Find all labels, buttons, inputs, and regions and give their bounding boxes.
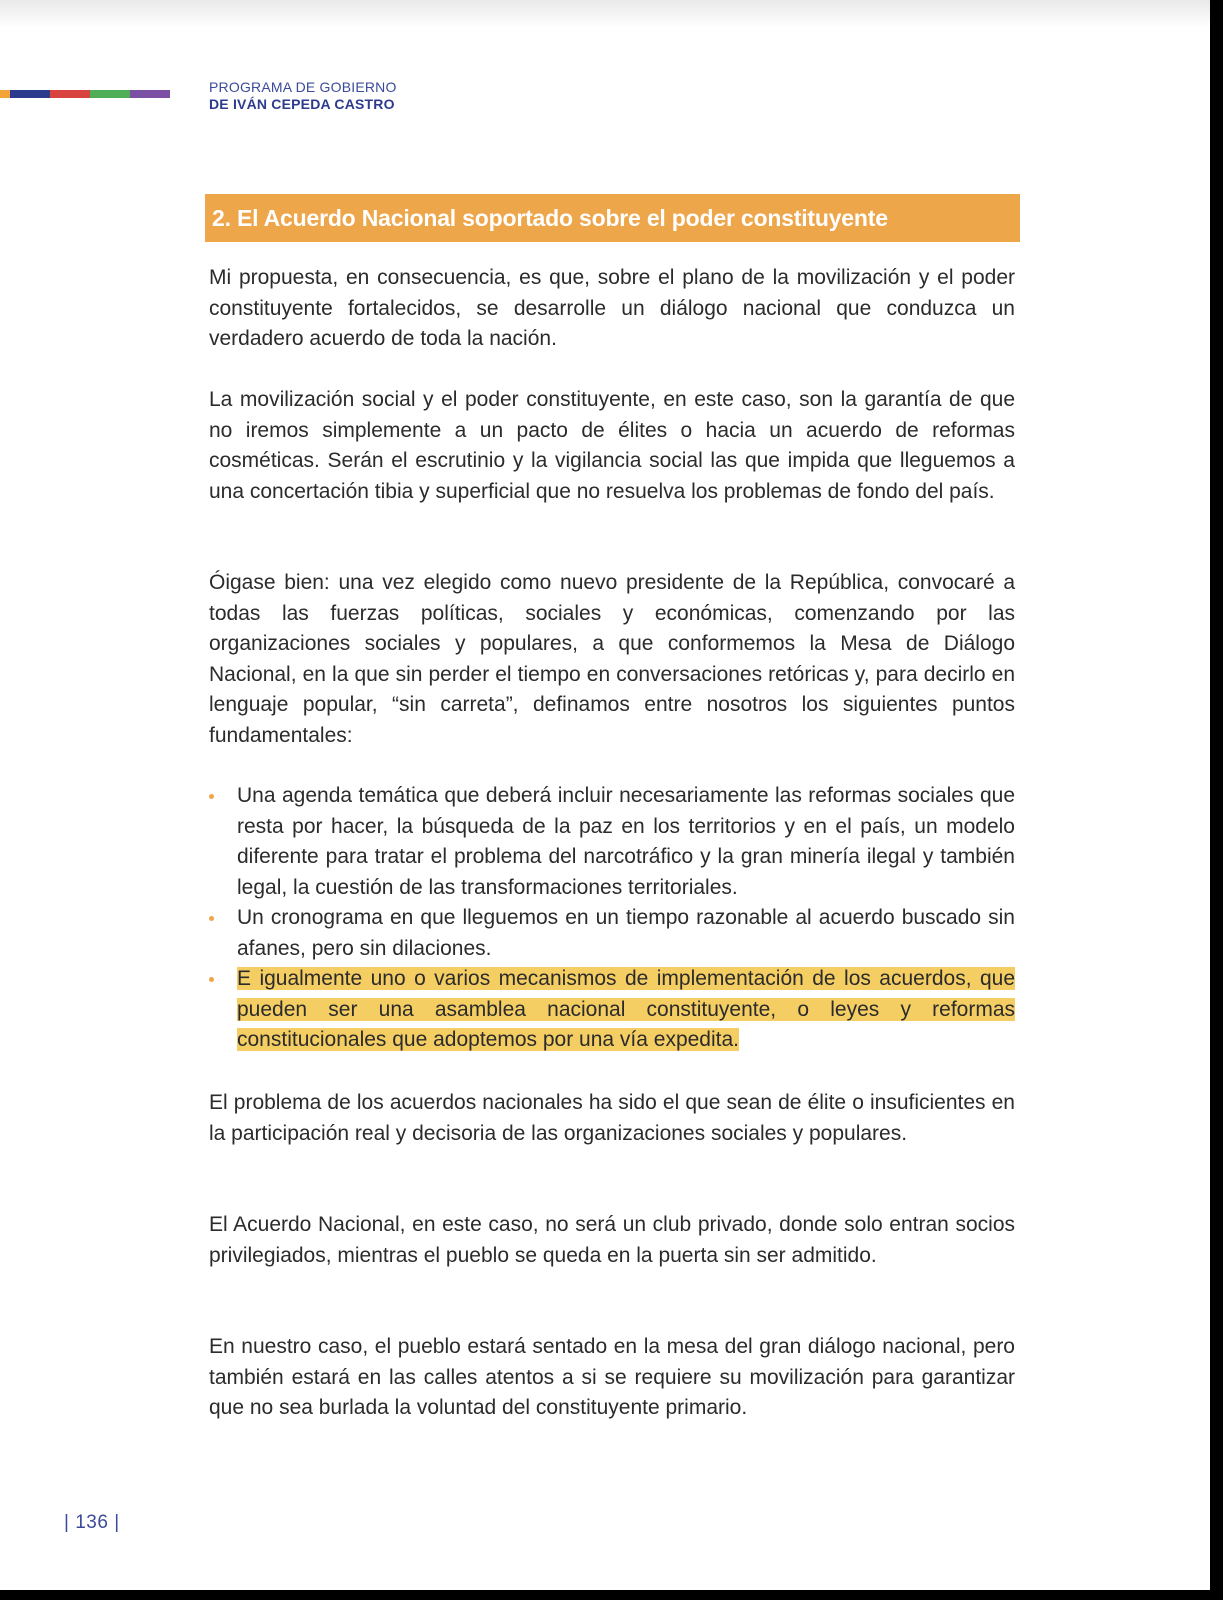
- list-item: [209, 903, 1015, 964]
- paragraph: En nuestro caso, el pueblo estará sentado en la mesa del gran diálogo nacional, pero también estará en las calles atentos a si se requiere su movilización para garantizar que no sea burlada la voluntad del constituyente primario.: [209, 1335, 1015, 1419]
- header-color-bar: [0, 90, 170, 98]
- color-bar-segment: [10, 90, 50, 98]
- list-item: [209, 781, 1015, 903]
- list-item: [209, 964, 1015, 1056]
- paragraph: El Acuerdo Nacional, en este caso, no será un club privado, donde solo entran socios privilegiados, mientras el pueblo se queda en la puerta sin ser admitido.: [209, 1213, 1015, 1267]
- document-header: [209, 79, 397, 113]
- section-heading: 2. El Acuerdo Nacional soportado sobre el poder constituyente: [205, 194, 1020, 242]
- color-bar-segment: [130, 90, 170, 98]
- bullet-icon: [209, 794, 214, 799]
- color-bar-segment: [0, 90, 10, 98]
- header-candidate-name: DE IVÁN CEPEDA CASTRO: [209, 96, 395, 112]
- page-number: | 136 |: [64, 1512, 120, 1533]
- color-bar-segment: [50, 90, 90, 98]
- top-shadow: [0, 0, 1210, 28]
- bullet-icon: [209, 977, 214, 982]
- header-program-label: PROGRAMA DE GOBIERNO: [209, 79, 397, 95]
- paragraph: La movilización social y el poder constituyente, en este caso, son la garantía de que no iremos simplemente a un pacto de élites o hacia un acuerdo de reformas cosméticas. Serán el escrutinio y la vigilancia social las que impida que lleguemos a una concertación tibia y superficial que no resuelva los problemas de fondo del país.: [209, 388, 1015, 503]
- bullet-icon: [209, 916, 214, 921]
- highlighted-text: E igualmente uno o varios mecanismos de implementación de los acuerdos, que pueden ser una asamblea nacional constituyente, o leyes y reformas constitucionales que adoptemos por una vía expedita.: [237, 967, 1015, 1051]
- bullet-list: [209, 781, 1015, 1056]
- paragraph: Óigase bien: una vez elegido como nuevo presidente de la República, convocaré a todas las fuerzas políticas, sociales y económicas, comenzando por las organizaciones sociales y populares, a que conformemos la Mesa de Diálogo Nacional, en la que sin perder el tiempo en conversaciones retóricas y, para decirlo en lenguaje popular, “sin carreta”, definamos entre nosotros los siguientes puntos fundamentales:: [209, 571, 1015, 747]
- list-item-text: Una agenda temática que deberá incluir necesariamente las reformas sociales que resta por hacer, la búsqueda de la paz en los territorios y en el país, un modelo diferente para tratar el problema del narcotráfico y la gran minería ilegal y también legal, la cuestión de las transformaciones territoriales.: [237, 784, 1015, 899]
- list-item-text: Un cronograma en que lleguemos en un tiempo razonable al acuerdo buscado sin afanes, pero sin dilaciones.: [237, 906, 1015, 960]
- paragraph: Mi propuesta, en consecuencia, es que, sobre el plano de la movilización y el poder constituyente fortalecidos, se desarrolle un diálogo nacional que conduzca un verdadero acuerdo de toda la nación.: [209, 266, 1015, 350]
- color-bar-segment: [90, 90, 130, 98]
- paragraph: El problema de los acuerdos nacionales ha sido el que sean de élite o insuficientes en la participación real y decisoria de las organizaciones sociales y populares.: [209, 1091, 1015, 1145]
